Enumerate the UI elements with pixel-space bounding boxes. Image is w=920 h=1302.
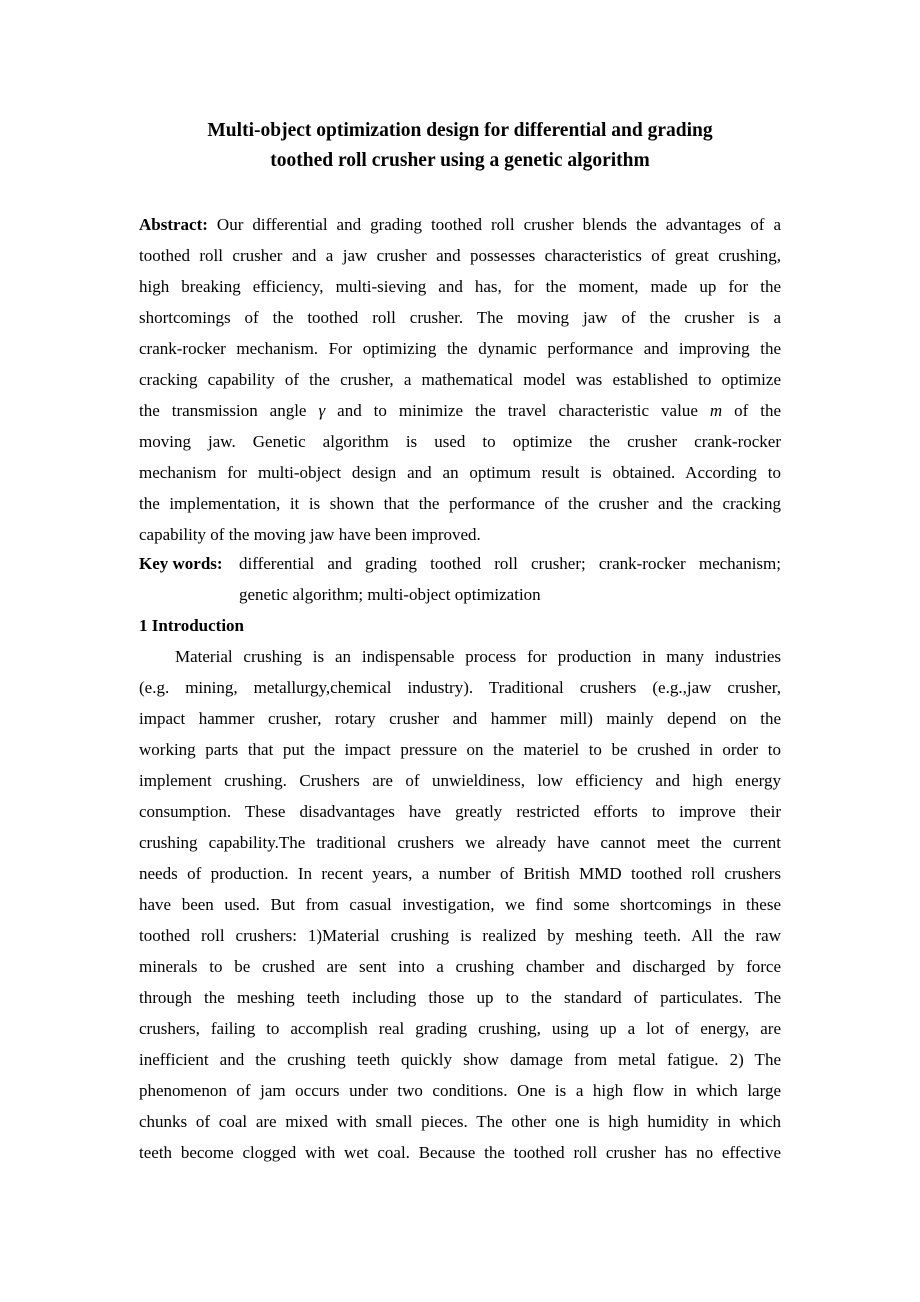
title-line-2: toothed roll crusher using a genetic algorithm bbox=[270, 150, 650, 171]
keywords bbox=[139, 548, 781, 610]
section-heading: 1 Introduction bbox=[139, 616, 245, 635]
keywords-line-1: differential and grading toothed roll crusher; crank-rocker mechanism; bbox=[239, 554, 781, 573]
intro-line: working parts that put the impact pressure on the materiel to be crushed in order to bbox=[139, 740, 781, 759]
intro-line: chunks of coal are mixed with small pieces. The other one is high humidity in which bbox=[139, 1112, 781, 1131]
intro-line: impact hammer crusher, rotary crusher and hammer mill) mainly depend on the bbox=[139, 709, 781, 728]
paper-title bbox=[130, 116, 790, 176]
intro-line: crushers, failing to accomplish real grading crushing, using up a lot of energy, are bbox=[139, 1019, 781, 1038]
abstract-label: Abstract: bbox=[139, 215, 208, 234]
intro-line: Material crushing is an indispensable process for production in many industries bbox=[175, 647, 781, 666]
abstract-line: the transmission angle γ and to minimize the travel characteristic value m of the bbox=[139, 401, 782, 420]
gamma-symbol: γ bbox=[318, 401, 326, 420]
title-line-1: Multi-object optimization design for differential and grading bbox=[207, 120, 713, 141]
intro-line: crushing capability.The traditional crushers we already have cannot meet the current bbox=[139, 833, 781, 852]
intro-line: toothed roll crushers: 1)Material crushing is realized by meshing teeth. All the raw bbox=[139, 926, 781, 945]
intro-line: have been used. But from casual investigation, we find some shortcomings in these bbox=[139, 895, 781, 914]
abstract-line: the implementation, it is shown that the performance of the crusher and the cracking bbox=[139, 494, 781, 513]
abstract-line: cracking capability of the crusher, a mathematical model was established to optimize bbox=[139, 370, 781, 389]
abstract-line: high breaking efficiency, multi-sieving and has, for the moment, made up for the bbox=[139, 277, 781, 296]
abstract-line: crank-rocker mechanism. For optimizing the dynamic performance and improving the bbox=[139, 339, 781, 358]
intro-line: teeth become clogged with wet coal. Because the toothed roll crusher has no effective bbox=[139, 1143, 781, 1162]
m-symbol: m bbox=[709, 401, 723, 420]
introduction-section bbox=[139, 610, 781, 1168]
abstract-line: moving jaw. Genetic algorithm is used to optimize the crusher crank-rocker bbox=[139, 432, 781, 451]
abstract-line: toothed roll crusher and a jaw crusher and possesses characteristics of great crushing, bbox=[139, 246, 781, 265]
intro-line: through the meshing teeth including those up to the standard of particulates. The bbox=[139, 988, 781, 1007]
abstract-line: shortcomings of the toothed roll crusher. The moving jaw of the crusher is a bbox=[139, 308, 781, 327]
intro-line: consumption. These disadvantages have greatly restricted efforts to improve their bbox=[139, 802, 781, 821]
abstract-line: capability of the moving jaw have been improved. bbox=[139, 525, 481, 544]
intro-line: implement crushing. Crushers are of unwieldiness, low efficiency and high energy bbox=[139, 771, 781, 790]
abstract-line: mechanism for multi-object design and an optimum result is obtained. According to bbox=[139, 463, 781, 482]
intro-line: needs of production. In recent years, a number of British MMD toothed roll crushers bbox=[139, 864, 781, 883]
intro-line: inefficient and the crushing teeth quickly show damage from metal fatigue. 2) The bbox=[139, 1050, 781, 1069]
keywords-line-2: genetic algorithm; multi-object optimization bbox=[239, 585, 541, 604]
intro-line: minerals to be crushed are sent into a crushing chamber and discharged by force bbox=[139, 957, 781, 976]
intro-line: (e.g. mining, metallurgy,chemical industry). Traditional crushers (e.g.,jaw crusher, bbox=[139, 678, 781, 697]
abstract-line: Abstract: Our differential and grading toothed roll crusher blends the advantages of a bbox=[139, 215, 781, 234]
keywords-label: Key words: bbox=[139, 554, 223, 573]
abstract bbox=[139, 209, 781, 550]
intro-line: phenomenon of jam occurs under two conditions. One is a high flow in which large bbox=[139, 1081, 781, 1100]
